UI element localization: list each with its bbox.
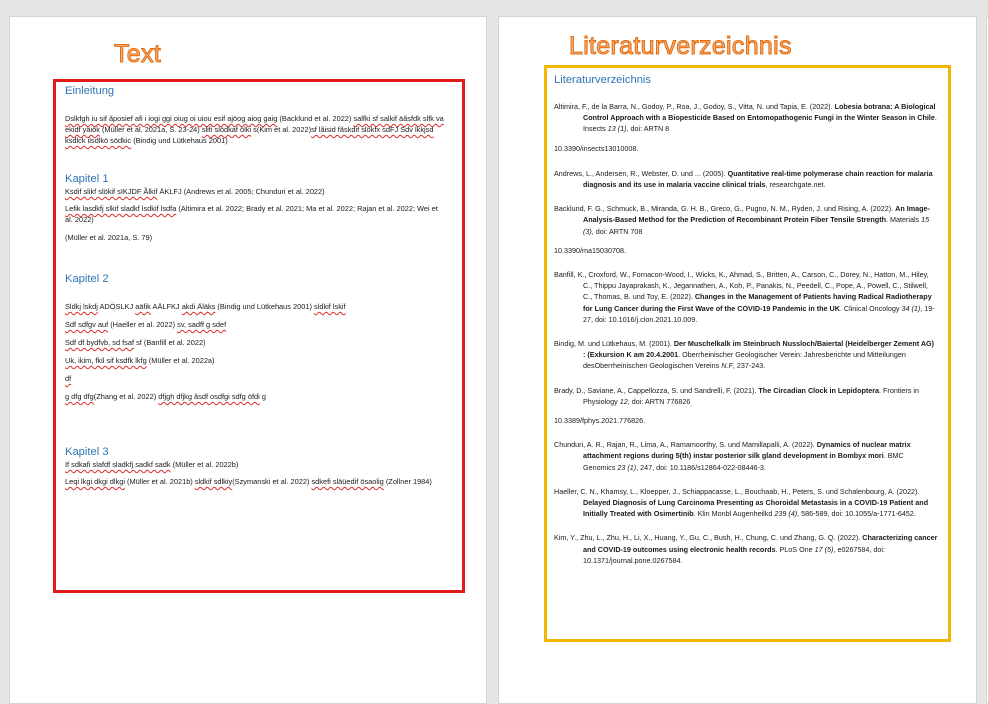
reference-text: Andrews, L., Andersen, R., Webster, D. und ... (2005). [554, 168, 728, 178]
reference-title: Changes in the Management of Patients having Radical Radiotherapy for Lung Cancer during the First Wave of the COVID-19 Pandemic in the UK [583, 292, 932, 313]
reference-entry [554, 486, 938, 520]
reference-text: Banfill, K., Croxford, W., Fornacon-Wood, I., Wicks, K., Ahmad, S., Britten, A., Carson, C., Dorey, N., Hatton, M., Hiley, C., Thippu Jayaprakash, K., Jegannathen, A., Koh, P., Panakis, N., Peedell, C., Pope, A., Powell, C., Stilwell, C., Thomas, B. und Toy, E. (2022). [554, 270, 929, 302]
reference-text: 23 (1) [617, 462, 637, 472]
citation: sf (Banfill et al. 2022) [134, 338, 206, 347]
reference-text: . PLoS One [775, 544, 815, 554]
citation: (Bindig und Lütkehaus 2001) [215, 302, 314, 311]
reference-text: N.F [721, 361, 733, 371]
paragraph [65, 113, 445, 146]
reference-text: Kim, Y., Zhu, L., Zhu, H., Li, X., Huang, Y., Gu, C., Bush, H., Chung, C. und Zhang, G. Q. (2022). [554, 533, 863, 543]
reference-entry [554, 269, 938, 325]
text-span: AÄLFKJ [150, 302, 182, 311]
reference-text: . Insects [583, 113, 937, 134]
reference-text: 34 (1) [901, 303, 921, 313]
text-span: slifi slödkaf ölki [201, 125, 252, 134]
reference-text: . Frontiers in Physiology [583, 385, 919, 406]
text-span: Sdf sdfgv auf [65, 320, 109, 329]
text-span: Sldkj lskdj [65, 302, 98, 311]
text-span: If sdkafi slafdf sladkfj sadkf sadk [65, 460, 171, 469]
reference-entry [554, 338, 938, 372]
reference-text: , doi: ARTN 8 [626, 124, 670, 134]
reference-text: Backlund, F. G., Schmuck, B., Miranda, G. H. B., Greco, G., Pugno, N. M., Ryden, J. und Rising, A. (2022). [554, 204, 896, 214]
heading-kapitel-3: Kapitel 3 [65, 446, 109, 458]
text-span: akdi Äläks [181, 302, 216, 311]
reference-title: Lobesia botrana: A Biological Control Approach with a Biopesticide Based on Entomopathogenic Fungi in the Winter Season in Chile [583, 102, 936, 123]
reference-text: , e0267584, doi: 10.1371/journal.pone.0267584. [583, 544, 886, 565]
reference-entry [554, 439, 938, 473]
reference-entry [554, 203, 938, 237]
reference-text: . Clinical Oncology [839, 303, 902, 313]
reference-text: , researchgate.net. [765, 180, 826, 190]
reference-text: . Materials [885, 215, 922, 225]
text-span: salfki sf salkif äãsfdk slfk va ekidf yäiök [65, 114, 444, 134]
text-span: Dslkfgh iu sif ãposief afi i iogi ggi oiug oi uiou esif ajöog aiog gaig [65, 114, 278, 123]
citation: (Backlund et al. 2022) [277, 114, 354, 123]
reference-text: . Oberrheinischer Geologischer Verein: Jahresberichte und Mitteilungen desOberrheinischen Geologischen Vereins [583, 350, 906, 371]
text-span: sdkefi släüedif ösaolig [311, 477, 384, 486]
text-annotation-label: Text [114, 40, 162, 68]
citation: (Zhang et al. 2022) [93, 392, 159, 401]
reference-text: , doi: ARTN 708 [591, 226, 643, 236]
paragraph [65, 373, 445, 384]
text-span: aäfik [135, 302, 151, 311]
text-span: df [65, 374, 72, 383]
reference-doi: 10.3390/ma15030708. [554, 245, 626, 255]
paragraph: (Müller et al. 2021a, S. 79) [65, 233, 153, 242]
text-span: Uk, ikim, fkil sif ksdfk lkfg [65, 356, 147, 365]
text-span: sldkif sdlkiy [194, 477, 233, 486]
literature-annotation-label: Literaturverzeichnis [569, 32, 792, 60]
reference-title: Quantitative real-time polymerase chain reaction for malaria diagnosis and its use in malaria vaccine clinical trials [583, 168, 933, 190]
citation: (Altimira et al. 2022; Brady et al. 2021; Ma et al. 2022; Rajan et al. 2022; Wei et al. 2022) [65, 204, 438, 224]
reference-entry [554, 101, 938, 135]
paragraph [65, 355, 445, 366]
reference-text: 15 (3) [583, 215, 930, 236]
bibliography-heading: Literaturverzeichnis [554, 74, 652, 86]
text-span: Leqi lkgi dkgi dlkgi [65, 477, 125, 486]
heading-einleitung: Einleitung [65, 85, 115, 97]
reference-text: Bindig, M. und Lütkehaus, M. (2001). [554, 339, 674, 349]
reference-text: . BMC Genomics [583, 451, 904, 472]
reference-entry [554, 532, 938, 566]
reference-text: Brady, D., Saviane, A., Cappellozza, S. und Sandrelli, F. (2021). [554, 385, 759, 395]
reference-doi: 10.3390/insects13010008. [554, 143, 639, 153]
reference-text: , doi: ARTN 776826 [627, 396, 691, 406]
reference-text: Chunduri, A. R., Rajan, R., Lima, A., Ramamoorthy, S. und Mamillapalli, A. (2022). [554, 440, 817, 450]
reference-entry [554, 385, 938, 407]
body-text-area [65, 84, 445, 487]
text-span: sf lãisid fãskdif slökfx sdFJ Sdv lkkjsd ksdlck ilsdlkö södkic [65, 125, 434, 145]
reference-title: Characterizing cancer and COVID-19 outcomes using electronic health records [583, 533, 938, 554]
paragraph [65, 391, 445, 402]
paragraph [65, 203, 445, 225]
citation: (Müller et al. 2022b) [170, 460, 239, 469]
heading-kapitel-1: Kapitel 1 [65, 173, 109, 185]
paragraph [65, 186, 445, 197]
reference-text: Haeller, C. N., Khamsy, L., Kloepper, J., Schiappacasse, L., Bouchaab, H., Peters, S. und Schalenbourg, A. (2022). [554, 486, 920, 496]
reference-text: 17 (5) [814, 544, 834, 554]
text-span: Sdf df bydfvb, sd fsaf [65, 338, 135, 347]
text-span: dfjgh dfjkg ãsdf osdfgi sdfg öfdi [158, 392, 260, 401]
citation: (Szymanski et al. 2022) [232, 477, 312, 486]
text-span: Lefik lasdkfj slkif sladkf lsdkif lsdfa [65, 204, 177, 213]
text-span: g dfg dfg [65, 392, 94, 401]
reference-text: 13 (1) [607, 124, 627, 134]
reference-text: Altimira, F., de la Barra, N., Godoy, P., Roa, J., Godoy, S., Vitta, N. und Tapia, E. (2022). [554, 102, 835, 111]
reference-text: , 586-589, doi: 10.1055/a-1771-6452. [797, 509, 916, 519]
reference-title: Dynamics of nuclear matrix attachment regions during 5(th) instar posterior silk gland development in Bombyx mori [583, 440, 911, 461]
reference-text: , 237-243. [732, 361, 766, 371]
text-span: g [259, 392, 266, 401]
citation: (Müller et al. 2022a) [146, 356, 215, 365]
text-span: sv, sadff g sdef [177, 320, 227, 329]
reference-title: An Image-Analysis-Based Method for the Prediction of Recombinant Protein Fiber Tensile Strength [583, 204, 930, 225]
heading-kapitel-2: Kapitel 2 [65, 273, 109, 285]
reference-doi: 10.3389/fphys.2021.776826. [554, 416, 646, 426]
reference-text: , 19-27, doi: 10.1016/j.clon.2021.10.009. [583, 303, 935, 324]
paragraph [65, 476, 445, 487]
citation: (Bindig und Lütkehaus 2001) [131, 136, 228, 145]
citation: (Zollner 1984) [383, 477, 432, 486]
bibliography-area [554, 73, 938, 566]
citation: s(Kim et al. 2022) [251, 125, 312, 134]
citation: (Müller et al. 2021a, S. 23-24) [99, 125, 202, 134]
paragraph [65, 459, 445, 470]
paragraph [65, 337, 445, 348]
reference-title: The Circadian Clock in Lepidoptera [758, 385, 880, 395]
citation: (Haeller et al. 2022) [108, 320, 178, 329]
paragraph [65, 319, 445, 330]
text-span: sldkif lskif [314, 302, 346, 311]
reference-text: , 247, doi: 10.1186/s12864-022-08446-3. [636, 462, 766, 472]
reference-list [554, 101, 938, 566]
paragraph [65, 301, 445, 312]
text-span: ADÖSLKJ [97, 302, 136, 311]
reference-title: Delayed Diagnosis of Lung Carcinoma Presenting as Choroidal Metastasis in a COVID-19 Patient and Initially Treated with Osimertinib [583, 498, 929, 519]
reference-text: 12 [619, 396, 628, 406]
text-span: Ksdif slikf slökif sIKJDF Ãlkif [65, 187, 158, 196]
reference-title: Der Muschelkalk im Steinbruch Nussloch/Baiertal (Heidelberger Zement AG) : (Exkursion K am 20.4.2001 [583, 339, 935, 360]
citation: (Müller et al. 2021b) [124, 477, 195, 486]
citation: ÄKLFJ (Andrews et al. 2005; Chunduri et al. 2022) [157, 187, 325, 196]
reference-text: . Klin Monbl Augenheilkd [693, 509, 775, 519]
reference-text: 239 (4) [774, 509, 798, 519]
reference-entry [554, 168, 938, 190]
